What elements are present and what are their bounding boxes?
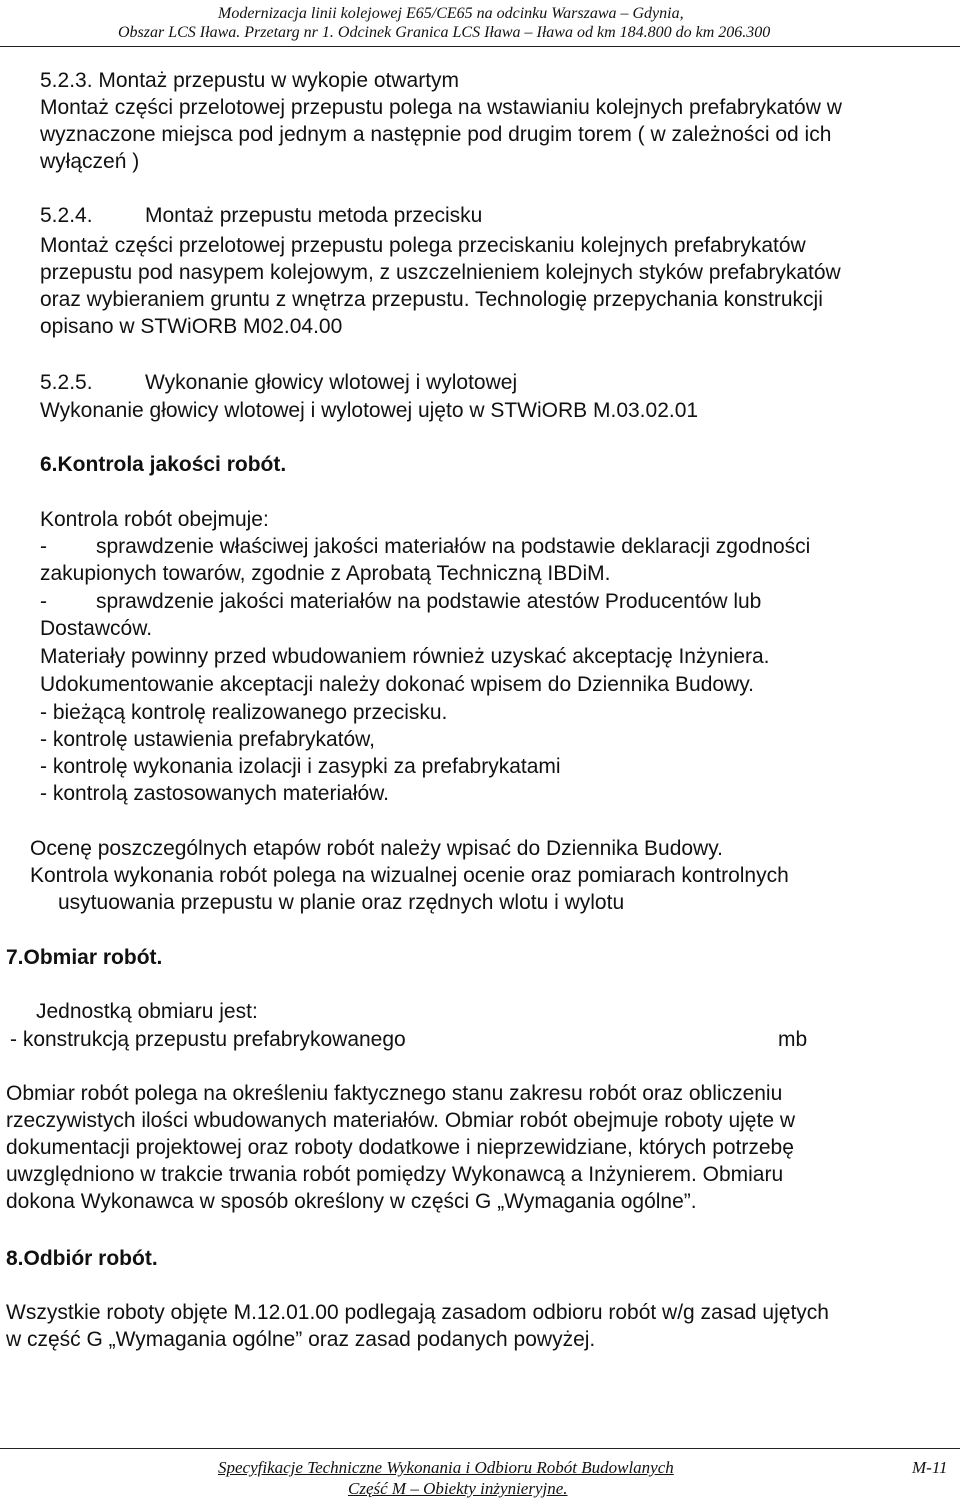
section-6-paragraph: Udokumentowanie akceptacji należy dokonać wpisem do Dziennika Budowy.: [40, 673, 754, 696]
section-6-list-item: - kontrolą zastosowanych materiałów.: [40, 782, 389, 805]
section-6-bullet-cont: Dostawców.: [40, 617, 153, 640]
footer-line-2: Część M – Obiekty inżynieryjne.: [348, 1479, 568, 1498]
section-6-paragraph: Ocenę poszczególnych etapów robót należy wpisać do Dziennika Budowy.: [30, 837, 723, 860]
section-5-2-4-line: oraz wybieraniem gruntu z wnętrza przepustu. Technologię przepychania konstrukcji: [40, 288, 823, 311]
section-8-line: w część G „Wymagania ogólne” oraz zasad podanych powyżej.: [6, 1328, 596, 1351]
section-7-line: rzeczywistych ilości wbudowanych materiałów. Obmiar robót obejmuje roboty ujęte w: [6, 1109, 795, 1132]
section-5-2-3-heading: 5.2.3. Montaż przepustu w wykopie otwartym: [40, 69, 460, 92]
section-5-2-3-line: wyłączeń ): [40, 150, 140, 173]
section-6-list-item: - bieżącą kontrolę realizowanego przecisku.: [40, 701, 448, 724]
section-6-bullet-text: sprawdzenie właściwej jakości materiałów na podstawie deklaracji zgodności: [96, 535, 811, 558]
section-6-paragraph: Materiały powinny przed wbudowaniem również uzyskać akceptację Inżyniera.: [40, 645, 770, 668]
footer-page-number: M-11: [912, 1458, 948, 1477]
section-6-paragraph: usytuowania przepustu w planie oraz rzędnych wlotu i wylotu: [58, 891, 625, 914]
section-5-2-4-title: Montaż przepustu metoda przecisku: [145, 204, 483, 227]
header-line-2: Obszar LCS Iława. Przetarg nr 1. Odcinek Granica LCS Iława – Iława od km 184.800 do km 206.300: [118, 24, 771, 41]
section-6-list-item: - kontrolę ustawienia prefabrykatów,: [40, 728, 376, 751]
section-6-heading: 6.Kontrola jakości robót.: [40, 453, 287, 476]
section-5-2-4-line: Montaż części przelotowej przepustu polega przeciskaniu kolejnych prefabrykatów: [40, 234, 806, 257]
section-6-bullet-text: sprawdzenie jakości materiałów na podstawie atestów Producentów lub: [96, 590, 762, 613]
footer-rule: [0, 1448, 960, 1449]
section-5-2-5-line: Wykonanie głowicy wlotowej i wylotowej ujęto w STWiORB M.03.02.01: [40, 399, 699, 422]
section-8-line: Wszystkie roboty objęte M.12.01.00 podlegają zasadom odbioru robót w/g zasad ujętych: [6, 1301, 829, 1324]
section-6-bullet-dash: -: [40, 590, 47, 613]
header-line-1: Modernizacja linii kolejowej E65/CE65 na odcinku Warszawa – Gdynia,: [218, 5, 684, 22]
section-6-paragraph: Kontrola wykonania robót polega na wizualnej ocenie oraz pomiarach kontrolnych: [30, 864, 789, 887]
section-6-bullet-dash: -: [40, 535, 47, 558]
section-7-unit-item: - konstrukcją przepustu prefabrykowanego: [10, 1028, 406, 1051]
section-5-2-5-number: 5.2.5.: [40, 371, 93, 394]
section-7-line: dokona Wykonawca w sposób określony w części G „Wymagania ogólne”.: [6, 1190, 697, 1213]
section-7-line: dokumentacji projektowej oraz roboty dodatkowe i nieprzewidziane, których potrzebę: [6, 1136, 794, 1159]
section-7-line: uwzględniono w trakcie trwania robót pomiędzy Wykonawcą a Inżynierem. Obmiaru: [6, 1163, 784, 1186]
section-5-2-4-number: 5.2.4.: [40, 204, 93, 227]
section-5-2-3-line: wyznaczone miejsca pod jednym a następnie pod drugim torem ( w zależności od ich: [40, 123, 832, 146]
section-5-2-4-line: opisano w STWiORB M02.04.00: [40, 315, 343, 338]
section-7-heading: 7.Obmiar robót.: [6, 946, 163, 969]
section-7-line: Obmiar robót polega na określeniu faktycznego stanu zakresu robót oraz obliczeniu: [6, 1082, 783, 1105]
section-5-2-4-line: przepustu pod nasypem kolejowym, z uszczelnieniem kolejnych styków prefabrykatów: [40, 261, 841, 284]
section-5-2-5-title: Wykonanie głowicy wlotowej i wylotowej: [145, 371, 518, 394]
section-6-bullet-cont: zakupionych towarów, zgodnie z Aprobatą Techniczną IBDiM.: [40, 562, 611, 585]
footer-line-1: Specyfikacje Techniczne Wykonania i Odbioru Robót Budowlanych: [218, 1458, 674, 1477]
header-rule: [0, 46, 960, 47]
section-5-2-3-line: Montaż części przelotowej przepustu polega na wstawianiu kolejnych prefabrykatów w: [40, 96, 842, 119]
section-6-intro: Kontrola robót obejmuje:: [40, 508, 269, 531]
section-8-heading: 8.Odbiór robót.: [6, 1247, 158, 1270]
section-7-unit-label: Jednostką obmiaru jest:: [36, 1000, 258, 1023]
section-7-unit-value: mb: [778, 1028, 808, 1051]
section-6-list-item: - kontrolę wykonania izolacji i zasypki za prefabrykatami: [40, 755, 561, 778]
